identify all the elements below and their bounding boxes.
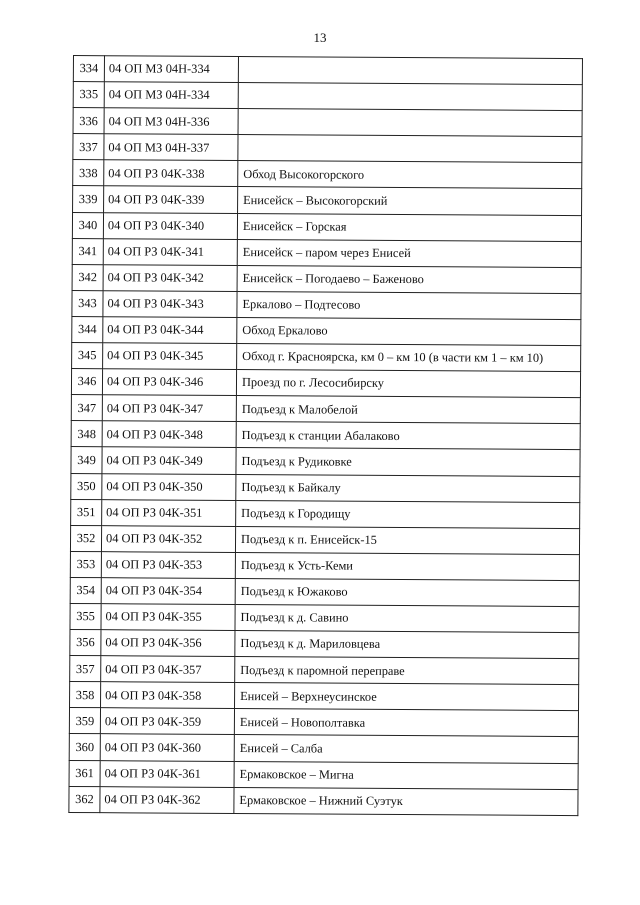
road-name-cell: Обход Еркалово — [237, 317, 581, 345]
table-row — [70, 630, 579, 659]
road-name-cell — [238, 135, 582, 163]
road-code-cell: 04 ОП РЗ 04К-352 — [101, 525, 235, 552]
road-name-cell: Подъезд к Байкалу — [236, 474, 580, 502]
row-number-cell: 347 — [71, 395, 102, 421]
table-row — [73, 108, 582, 137]
road-name-cell: Ермаковское – Нижний Суэтук — [234, 787, 578, 815]
road-name-cell: Енисей – Верхнеусинское — [235, 683, 579, 711]
road-name-cell: Проезд по г. Лесосибирску — [236, 370, 580, 398]
road-name-cell: Енисейск – Погодаево – Баженово — [237, 265, 581, 293]
table-row — [72, 212, 581, 241]
road-name-cell: Енисей – Салба — [234, 735, 578, 763]
table-row — [71, 473, 580, 502]
row-number-cell: 362 — [69, 786, 100, 812]
road-code-cell: 04 ОП РЗ 04К-360 — [100, 734, 234, 761]
road-code-cell: 04 ОП РЗ 04К-353 — [101, 551, 235, 578]
row-number-cell: 345 — [72, 343, 103, 369]
row-number-cell: 339 — [73, 186, 104, 212]
road-name-cell: Подъезд к Городищу — [236, 500, 580, 528]
table-row — [69, 760, 578, 789]
table-row — [73, 160, 582, 189]
table-row — [71, 395, 580, 424]
road-code-cell: 04 ОП РЗ 04К-356 — [101, 630, 235, 657]
road-code-cell: 04 ОП РЗ 04К-341 — [103, 238, 237, 265]
road-code-cell: 04 ОП РЗ 04К-361 — [100, 760, 234, 787]
row-number-cell: 341 — [72, 238, 103, 264]
row-number-cell: 334 — [73, 56, 104, 82]
page-number: 13 — [313, 30, 327, 45]
row-number-cell: 358 — [70, 682, 101, 708]
row-number-cell: 360 — [69, 734, 100, 760]
road-name-cell: Енисей – Новополтавка — [234, 709, 578, 737]
road-name-cell — [238, 109, 582, 137]
road-name-cell: Ермаковское – Мигна — [234, 761, 578, 789]
table-row — [70, 525, 579, 554]
table-row — [69, 708, 578, 737]
row-number-cell: 344 — [72, 316, 103, 342]
road-code-cell: 04 ОП МЗ 04Н-337 — [104, 134, 238, 161]
table-row — [73, 134, 582, 163]
road-name-cell: Обход г. Красноярска, км 0 – км 10 (в части км 1 – км 10) — [237, 344, 581, 372]
road-name-cell: Подъезд к Рудиковке — [236, 448, 580, 476]
road-name-cell: Енисейск – Горская — [237, 213, 581, 241]
road-code-cell: 04 ОП РЗ 04К-346 — [102, 369, 236, 396]
road-name-cell: Енисейск – Высокогорский — [238, 187, 582, 215]
row-number-cell: 346 — [71, 369, 102, 395]
row-number-cell: 335 — [73, 82, 104, 108]
road-name-cell — [238, 57, 582, 85]
table-row — [72, 290, 581, 319]
table-row — [70, 577, 579, 606]
row-number-cell: 352 — [70, 525, 101, 551]
table-row — [71, 421, 580, 450]
road-name-cell: Подъезд к Усть-Кеми — [235, 552, 579, 580]
road-name-cell — [238, 83, 582, 111]
road-code-cell: 04 ОП РЗ 04К-349 — [102, 447, 236, 474]
row-number-cell: 349 — [71, 447, 102, 473]
table-row — [70, 656, 579, 685]
table-row — [73, 56, 582, 85]
road-code-cell: 04 ОП РЗ 04К-355 — [101, 604, 235, 631]
road-code-cell: 04 ОП РЗ 04К-342 — [103, 264, 237, 291]
row-number-cell: 356 — [70, 630, 101, 656]
road-code-cell: 04 ОП РЗ 04К-359 — [100, 708, 234, 735]
row-number-cell: 342 — [72, 264, 103, 290]
row-number-cell: 336 — [73, 108, 104, 134]
road-name-cell: Подъезд к паромной переправе — [235, 657, 579, 685]
table-row — [71, 369, 580, 398]
table-row — [69, 734, 578, 763]
road-code-cell: 04 ОП РЗ 04К-338 — [104, 160, 238, 187]
table-row — [70, 551, 579, 580]
row-number-cell: 354 — [70, 577, 101, 603]
road-code-cell: 04 ОП МЗ 04Н-334 — [104, 82, 238, 109]
road-list-table — [68, 55, 583, 816]
road-code-cell: 04 ОП РЗ 04К-345 — [103, 343, 237, 370]
road-code-cell: 04 ОП РЗ 04К-354 — [101, 578, 235, 605]
road-code-cell: 04 ОП РЗ 04К-344 — [103, 317, 237, 344]
table-row — [70, 682, 579, 711]
row-number-cell: 351 — [71, 499, 102, 525]
row-number-cell: 361 — [69, 760, 100, 786]
row-number-cell: 355 — [70, 603, 101, 629]
road-code-cell: 04 ОП МЗ 04Н-334 — [104, 56, 238, 83]
table-row — [71, 499, 580, 528]
row-number-cell: 350 — [71, 473, 102, 499]
road-code-cell: 04 ОП РЗ 04К-350 — [102, 473, 236, 500]
road-name-cell: Еркалово – Подтесово — [237, 291, 581, 319]
row-number-cell: 348 — [71, 421, 102, 447]
road-name-cell: Подъезд к д. Мариловцева — [235, 631, 579, 659]
road-name-cell: Подъезд к Малобелой — [236, 396, 580, 424]
table-row — [72, 316, 581, 345]
road-code-cell: 04 ОП МЗ 04Н-336 — [104, 108, 238, 135]
table-row — [69, 786, 578, 815]
road-code-cell: 04 ОП РЗ 04К-357 — [101, 656, 235, 683]
road-name-cell: Подъезд к станции Абалаково — [236, 422, 580, 450]
table-row — [73, 82, 582, 111]
row-number-cell: 337 — [73, 134, 104, 160]
table-row — [73, 186, 582, 215]
road-name-cell: Подъезд к д. Савино — [235, 604, 579, 632]
road-code-cell: 04 ОП РЗ 04К-358 — [101, 682, 235, 709]
road-name-cell: Подъезд к п. Енисейск-15 — [235, 526, 579, 554]
row-number-cell: 353 — [70, 551, 101, 577]
road-code-cell: 04 ОП РЗ 04К-347 — [102, 395, 236, 422]
row-number-cell: 359 — [69, 708, 100, 734]
table-row — [71, 447, 580, 476]
road-code-cell: 04 ОП РЗ 04К-351 — [102, 499, 236, 526]
row-number-cell: 343 — [72, 290, 103, 316]
road-code-cell: 04 ОП РЗ 04К-339 — [104, 186, 238, 213]
row-number-cell: 338 — [73, 160, 104, 186]
road-name-cell: Подъезд к Южаково — [235, 578, 579, 606]
row-number-cell: 340 — [72, 212, 103, 238]
road-code-cell: 04 ОП РЗ 04К-343 — [103, 291, 237, 318]
table-row — [70, 603, 579, 632]
road-code-cell: 04 ОП РЗ 04К-340 — [103, 212, 237, 239]
road-name-cell: Енисейск – паром через Енисей — [237, 239, 581, 267]
road-code-cell: 04 ОП РЗ 04К-348 — [102, 421, 236, 448]
road-name-cell: Обход Высокогорского — [238, 161, 582, 189]
table-row — [72, 343, 581, 372]
row-number-cell: 357 — [70, 656, 101, 682]
table-row — [72, 238, 581, 267]
table-body — [69, 56, 583, 816]
road-code-cell: 04 ОП РЗ 04К-362 — [100, 786, 234, 813]
table-row — [72, 264, 581, 293]
